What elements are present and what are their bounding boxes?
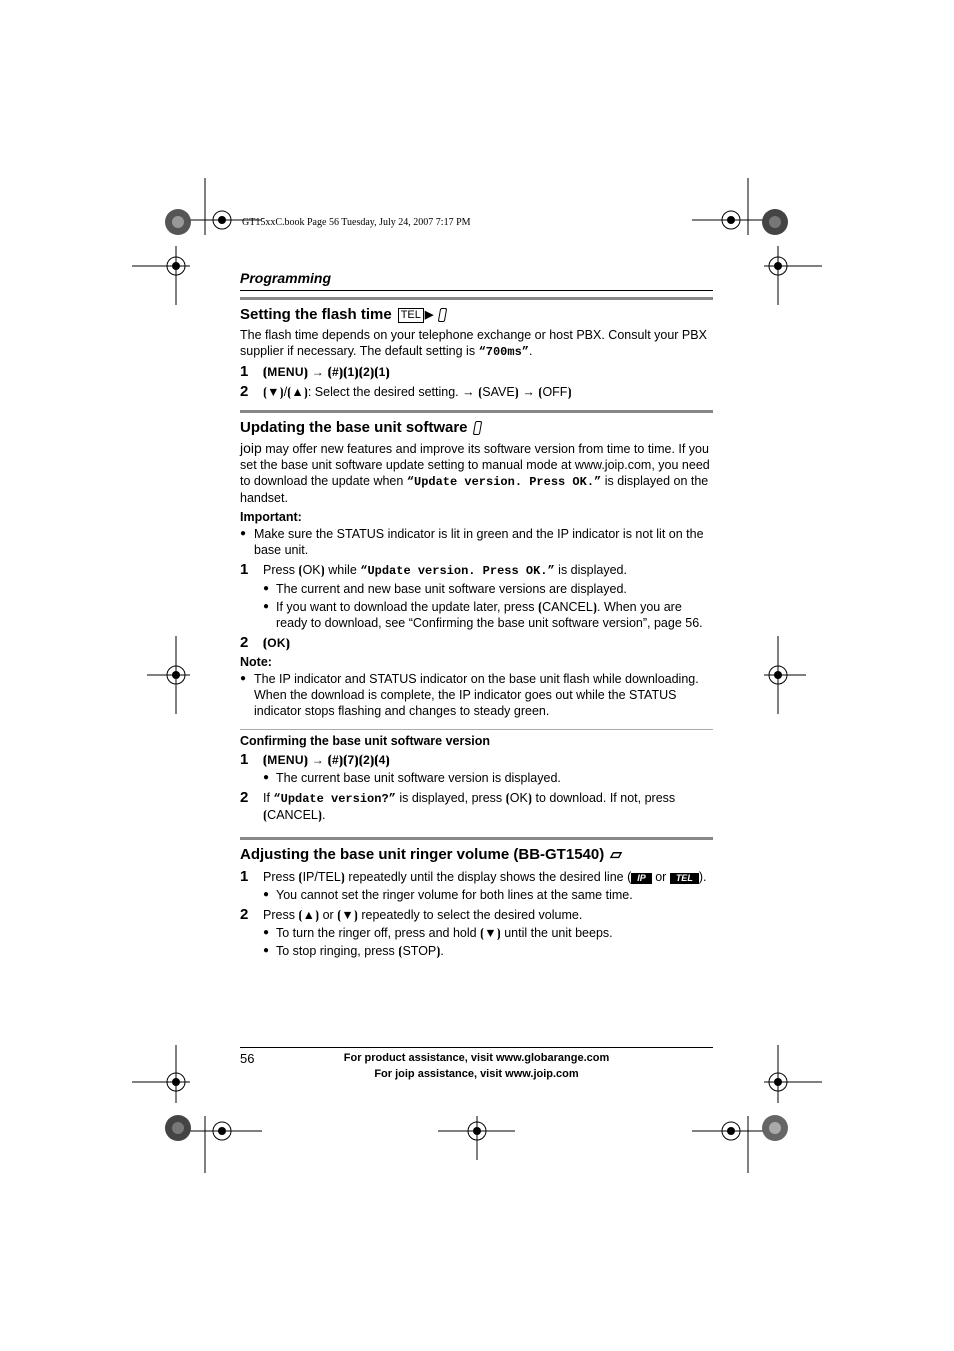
update-step-1-bullet: ● The current and new base unit software versions are displayed. xyxy=(263,582,627,596)
tel-badge: TEL xyxy=(670,873,699,884)
important-label: Important: xyxy=(240,510,302,524)
footer-line-1: For product assistance, visit www.globarange.com xyxy=(343,1052,610,1064)
note-item: ● The IP indicator and STATUS indicator on the base unit flash while downloading. When the download is complete, the IP indicator goes out while the STATUS indicator stops flashing and changes to steady green. xyxy=(240,672,699,718)
flash-section xyxy=(240,297,713,400)
file-info: GT15xxC.book Page 56 Tuesday, July 24, 2007 7:17 PM xyxy=(242,217,471,228)
page-footer xyxy=(240,1047,713,1082)
update-section xyxy=(240,410,713,823)
update-title: Updating the base unit software xyxy=(240,418,713,438)
flash-step-2: 2 ⦗▼⦘/⦗▲⦘: Select the desired setting. → ⦗SAVE⦘ → ⦗OFF⦘ xyxy=(240,383,572,400)
handset-icon xyxy=(438,308,447,322)
flash-step-1: 1 ⦗MENU⦘ → ⦗#⦘⦗1⦘⦗2⦘⦗1⦘ xyxy=(240,363,390,380)
update-intro: joip may offer new features and improve its software version from time to time. If you set the base unit software update setting to manual mode at www.joip.com, you need to download the update when “Update version. Press OK.” is displayed on the handset. xyxy=(240,440,710,505)
flash-title: Setting the flash time TEL ▶ xyxy=(240,305,713,325)
update-step-2: 2 ⦗OK⦘ xyxy=(240,634,291,651)
important-item: ● Make sure the STATUS indicator is lit in green and the IP indicator is not lit on the base unit. xyxy=(240,527,704,557)
ringer-section xyxy=(240,837,713,959)
ringer-step-2-bullet: ● To turn the ringer off, press and hold ⦗▼⦘ until the unit beeps. xyxy=(263,926,613,940)
ringer-title: Adjusting the base unit ringer volume (BB-GT1540) ▱ xyxy=(240,846,622,863)
section-label: Programming xyxy=(240,270,713,291)
update-step-1: 1 Press ⦗OK⦘ while “Update version. Press OK.” is displayed. xyxy=(240,561,627,578)
tel-badge: TEL xyxy=(398,308,424,323)
arrow-icon: ▶ xyxy=(424,309,434,321)
ringer-step-1-bullet: ● You cannot set the ringer volume for both lines at the same time. xyxy=(263,888,633,902)
footer-line-2: For joip assistance, visit www.joip.com xyxy=(374,1068,579,1080)
confirm-step-1: 1 ⦗MENU⦘ → ⦗#⦘⦗7⦘⦗2⦘⦗4⦘ xyxy=(240,751,390,768)
confirm-step-1-bullet: ● The current base unit software version is displayed. xyxy=(263,771,561,785)
note-label: Note: xyxy=(240,655,272,669)
joip-logo: joip xyxy=(240,440,262,456)
ringer-step-2-bullet: ● To stop ringing, press ⦗STOP⦘. xyxy=(263,944,444,958)
flash-intro: The flash time depends on your telephone exchange or host PBX. Consult your PBX supplier if necessary. The default setting is “700ms”. xyxy=(240,328,707,359)
confirm-step-2: 2 If “Update version?” is displayed, press ⦗OK⦘ to download. If not, press ⦗CANCEL⦘. xyxy=(240,789,676,822)
confirm-title: Confirming the base unit software version xyxy=(240,729,713,748)
ip-badge: IP xyxy=(631,873,652,884)
ringer-step-2: 2 Press ⦗▲⦘ or ⦗▼⦘ repeatedly to select the desired volume. xyxy=(240,906,583,923)
ringer-step-1: 1 Press ⦗IP/TEL⦘ repeatedly until the display shows the desired line ( IP or TEL ). xyxy=(240,868,707,885)
handset-icon xyxy=(472,421,481,435)
page-number: 56 xyxy=(240,1051,255,1066)
update-step-1-bullet: ● If you want to download the update later, press ⦗CANCEL⦘. When you are ready to download, see “Confirming the base unit software version”, page 56. xyxy=(263,600,703,630)
page-content xyxy=(240,270,713,959)
base-unit-icon: ▱ xyxy=(610,846,622,863)
